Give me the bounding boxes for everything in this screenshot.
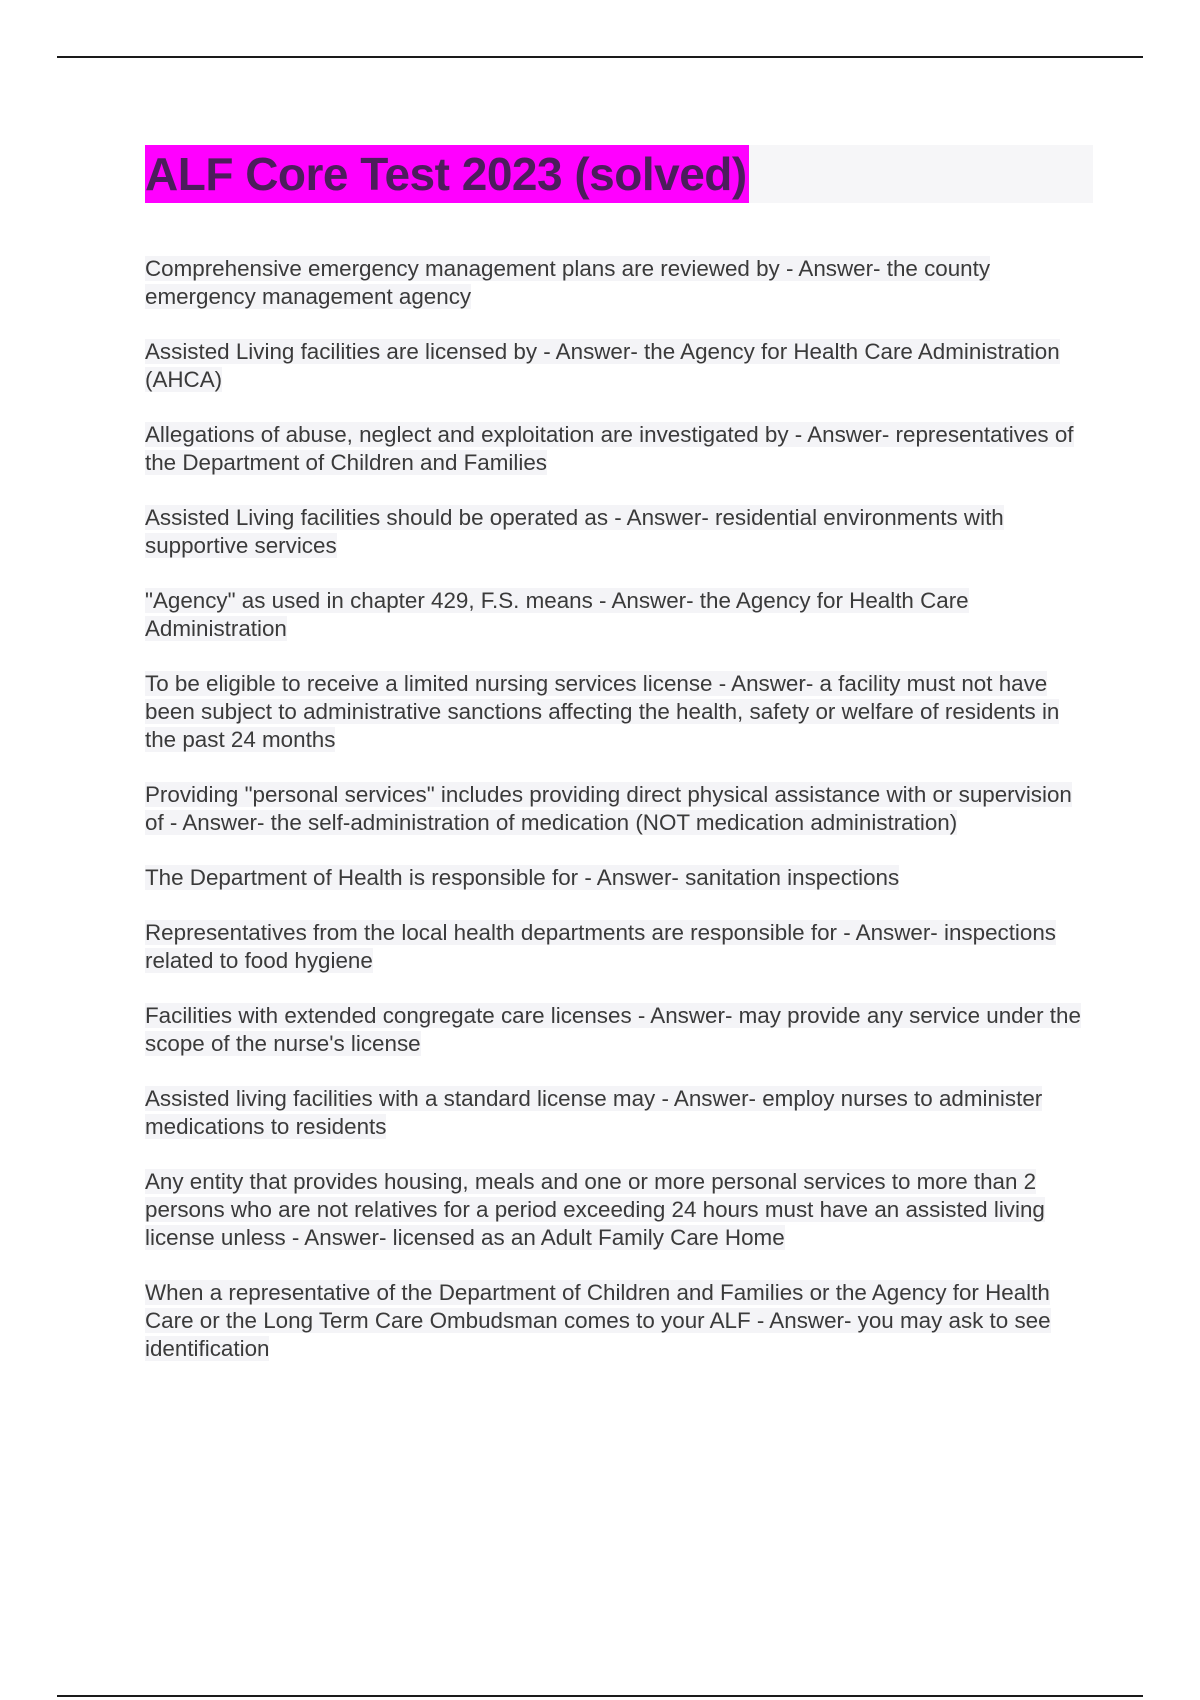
- title-band: [145, 145, 1093, 203]
- qa-text: "Agency" as used in chapter 429, F.S. means - Answer- the Agency for Health Care Administration: [145, 588, 969, 641]
- qa-text: Providing "personal services" includes providing direct physical assistance with or supervision of - Answer- the self-administration of medication (NOT medication administration): [145, 782, 1072, 835]
- qa-item: [145, 670, 1093, 754]
- qa-text: Any entity that provides housing, meals and one or more personal services to more than 2 persons who are not relatives for a period exceeding 24 hours must have an assisted living license unless - Answer- licensed as an Adult Family Care Home: [145, 1169, 1045, 1250]
- qa-text: The Department of Health is responsible for - Answer- sanitation inspections: [145, 865, 900, 890]
- qa-item: [145, 255, 1093, 311]
- qa-text: Comprehensive emergency management plans are reviewed by - Answer- the county emergency management agency: [145, 256, 991, 309]
- bottom-rule: [57, 1695, 1143, 1697]
- qa-text: Assisted Living facilities are licensed by - Answer- the Agency for Health Care Administration (AHCA): [145, 339, 1060, 392]
- qa-text: When a representative of the Department of Children and Families or the Agency for Health Care or the Long Term Care Ombudsman comes to your ALF - Answer- you may ask to see identification: [145, 1280, 1051, 1361]
- top-rule: [57, 56, 1143, 58]
- document-content: [145, 145, 1093, 1361]
- qa-text: To be eligible to receive a limited nursing services license - Answer- a facility must not have been subject to administrative sanctions affecting the health, safety or welfare of residents in the past 24 months: [145, 671, 1060, 752]
- qa-item: [145, 504, 1093, 560]
- qa-item: [145, 1002, 1093, 1058]
- qa-item: [145, 864, 1093, 892]
- qa-text: Assisted living facilities with a standard license may - Answer- employ nurses to administer medications to residents: [145, 1086, 1043, 1139]
- question-answer-list: [145, 255, 1093, 1390]
- qa-text: Facilities with extended congregate care licenses - Answer- may provide any service under the scope of the nurse's license: [145, 1003, 1081, 1056]
- document-title: ALF Core Test 2023 (solved): [145, 145, 749, 203]
- qa-item: [145, 421, 1093, 477]
- qa-item: [145, 1279, 1093, 1363]
- qa-item: [145, 587, 1093, 643]
- qa-text: Assisted Living facilities should be operated as - Answer- residential environments with supportive services: [145, 505, 1004, 558]
- qa-item: [145, 781, 1093, 837]
- qa-item: [145, 919, 1093, 975]
- qa-item: [145, 1085, 1093, 1141]
- qa-item: [145, 338, 1093, 394]
- qa-text: Allegations of abuse, neglect and exploitation are investigated by - Answer- representatives of the Department of Children and Families: [145, 422, 1074, 475]
- qa-text: Representatives from the local health departments are responsible for - Answer- inspections related to food hygiene: [145, 920, 1057, 973]
- qa-item: [145, 1168, 1093, 1252]
